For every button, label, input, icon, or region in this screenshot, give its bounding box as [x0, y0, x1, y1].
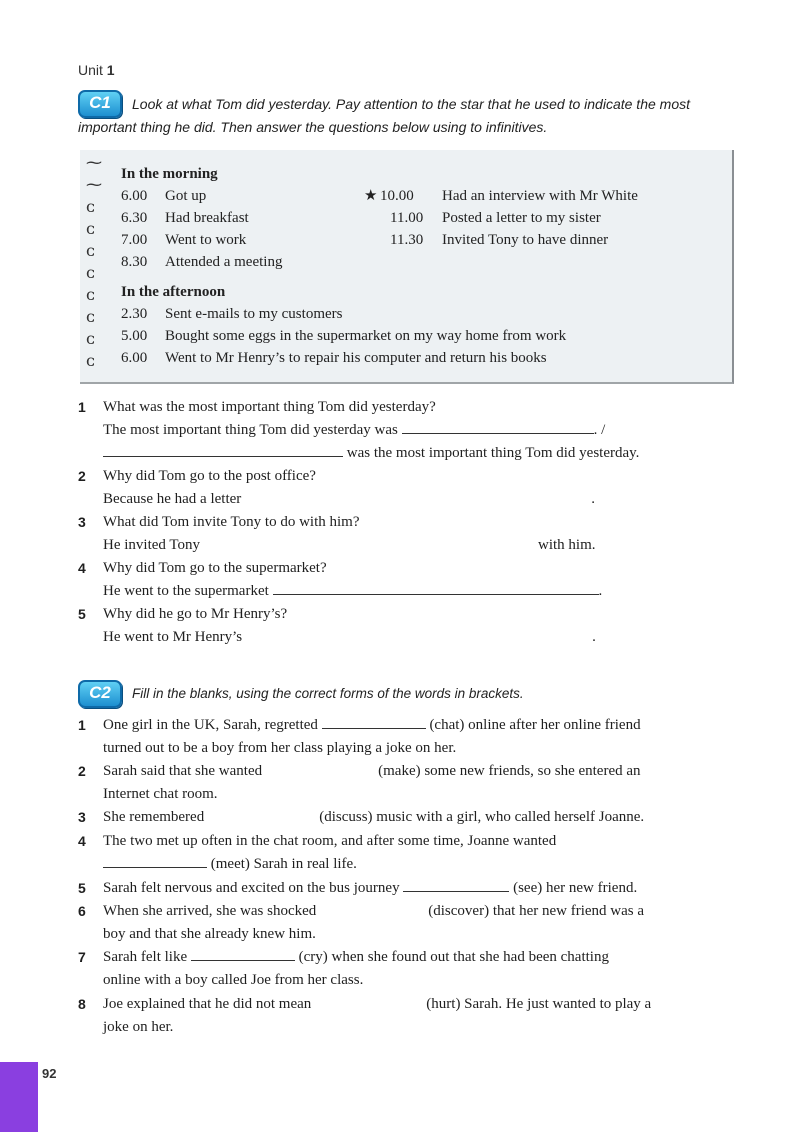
spiral-coil: ⁓: [86, 175, 102, 194]
answer-end: .: [591, 491, 596, 507]
question-text: What did Tom invite Tony to do with him?: [103, 514, 360, 530]
c2-item-5: [78, 877, 738, 900]
diary-entry: 11.30 Invited Tony to have dinner: [390, 232, 609, 248]
item-number: 6: [78, 903, 86, 919]
answer-end: .: [598, 583, 603, 599]
c1-badge: C1: [78, 90, 122, 118]
diary-entry: 11.00 Posted a letter to my sister: [390, 210, 601, 226]
item-number: 5: [78, 880, 86, 896]
page-color-tab: [0, 1062, 38, 1132]
item-text: turned out to be a boy from her class playing a joke on her.: [103, 740, 457, 756]
c2-item-1: [78, 714, 738, 760]
answer-text: The most important thing Tom did yesterday was: [103, 422, 398, 438]
question-text: What was the most important thing Tom did yesterday?: [103, 399, 436, 415]
diary-entry: 6.00 Got up: [121, 188, 207, 204]
afternoon-heading: In the afternoon: [121, 284, 226, 300]
item-text: (discuss) music with a girl, who called herself Joanne.: [319, 809, 645, 825]
c2-item-3: [78, 806, 738, 829]
question-text: Why did Tom go to the supermarket?: [103, 560, 327, 576]
notepad-spiral: [86, 152, 108, 372]
diary-entry-starred: ★ 10.00 Had an interview with Mr White: [364, 185, 638, 207]
item-number: 3: [78, 809, 86, 825]
item-text: joke on her.: [103, 1019, 174, 1035]
c1-question-2: [78, 465, 738, 511]
c2-item-7: [78, 946, 738, 992]
star-icon: ★: [364, 188, 378, 204]
c1-question-5: [78, 603, 738, 649]
answer-text: Because he had a letter: [103, 491, 242, 507]
answer-blank[interactable]: [403, 877, 509, 892]
item-text: (discover) that her new friend was a: [428, 903, 645, 919]
question-text: Why did he go to Mr Henry’s?: [103, 606, 288, 622]
question-number: 4: [78, 560, 86, 576]
answer-end: was the most important thing Tom did yesterday.: [346, 445, 640, 461]
item-text: (hurt) Sarah. He just wanted to play a: [426, 996, 652, 1012]
answer-end: with him.: [538, 537, 596, 553]
unit-label: [78, 62, 115, 78]
c2-item-4: [78, 830, 738, 876]
diary-entry: 5.00 Bought some eggs in the supermarket on my way home from work: [121, 328, 567, 344]
item-number: 2: [78, 763, 86, 779]
item-number: 7: [78, 949, 86, 965]
diary-entry: 7.00 Went to work: [121, 232, 247, 248]
item-text: (cry) when she found out that she had been chatting: [298, 949, 609, 965]
item-number: 1: [78, 717, 86, 733]
c2-item-6: [78, 900, 738, 946]
item-text: Sarah felt like: [103, 949, 188, 965]
spiral-coil: ᴄ: [86, 263, 95, 282]
c2-badge: C2: [78, 680, 122, 708]
answer-text: He invited Tony: [103, 537, 200, 553]
spiral-coil: ᴄ: [86, 241, 95, 260]
c2-item-2: [78, 760, 738, 806]
c1-question-4: [78, 557, 738, 603]
item-text: boy and that she already knew him.: [103, 926, 316, 942]
spiral-coil: ᴄ: [86, 219, 95, 238]
item-text: Sarah felt nervous and excited on the bus journey: [103, 880, 400, 896]
answer-blank[interactable]: [273, 580, 599, 595]
item-number: 4: [78, 833, 86, 849]
unit-number: 1: [106, 62, 115, 78]
morning-heading: In the morning: [121, 166, 218, 182]
spiral-coil: ᴄ: [86, 329, 95, 348]
item-number: 8: [78, 996, 86, 1012]
c1-question-3: [78, 511, 738, 557]
c1-question-1: [78, 396, 738, 465]
c1-instruction: Look at what Tom did yesterday. Pay attention to the star that he used to indicate the most important thing he did. Then answer the questions below using to infinitives.: [78, 96, 690, 135]
spiral-coil: ᴄ: [86, 351, 95, 370]
answer-end: . /: [593, 422, 606, 438]
item-text: One girl in the UK, Sarah, regretted: [103, 717, 318, 733]
question-number: 2: [78, 468, 86, 484]
item-text: The two met up often in the chat room, and after some time, Joanne wanted: [103, 833, 557, 849]
question-text: Why did Tom go to the post office?: [103, 468, 316, 484]
page-number: 92: [42, 1066, 57, 1081]
item-text: She remembered: [103, 809, 205, 825]
item-text: Joe explained that he did not mean: [103, 996, 312, 1012]
answer-blank[interactable]: [191, 946, 295, 961]
item-text: (make) some new friends, so she entered an: [378, 763, 641, 779]
answer-blank[interactable]: [103, 853, 207, 868]
spiral-coil: ᴄ: [86, 285, 95, 304]
diary-entry: 6.30 Had breakfast: [121, 210, 249, 226]
answer-text: He went to the supermarket: [103, 583, 269, 599]
spiral-coil: ᴄ: [86, 307, 95, 326]
question-number: 1: [78, 399, 86, 415]
item-text: Sarah said that she wanted: [103, 763, 263, 779]
diary-entry: 6.00 Went to Mr Henry’s to repair his computer and return his books: [121, 350, 547, 366]
question-number: 3: [78, 514, 86, 530]
item-text: (see) her new friend.: [513, 880, 638, 896]
item-text: online with a boy called Joe from her class.: [103, 972, 364, 988]
answer-text: He went to Mr Henry’s: [103, 629, 243, 645]
answer-blank[interactable]: [402, 419, 594, 434]
item-text: (chat) online after her online friend: [429, 717, 641, 733]
c2-instruction: Fill in the blanks, using the correct forms of the words in brackets.: [132, 686, 524, 701]
question-number: 5: [78, 606, 86, 622]
answer-end: .: [592, 629, 596, 645]
item-text: Internet chat room.: [103, 786, 218, 802]
diary-right-column: [364, 185, 638, 251]
item-text: (meet) Sarah in real life.: [210, 856, 357, 872]
spiral-coil: ⁓: [86, 153, 102, 172]
c2-item-8: [78, 993, 738, 1039]
diary-entry: 2.30 Sent e-mails to my customers: [121, 306, 343, 322]
spiral-coil: ᴄ: [86, 197, 95, 216]
answer-blank[interactable]: [322, 714, 426, 729]
item-text: When she arrived, she was shocked: [103, 903, 317, 919]
unit-word: Unit: [78, 62, 103, 78]
answer-blank[interactable]: [103, 442, 343, 457]
diary-entry: 8.30 Attended a meeting: [121, 254, 283, 270]
